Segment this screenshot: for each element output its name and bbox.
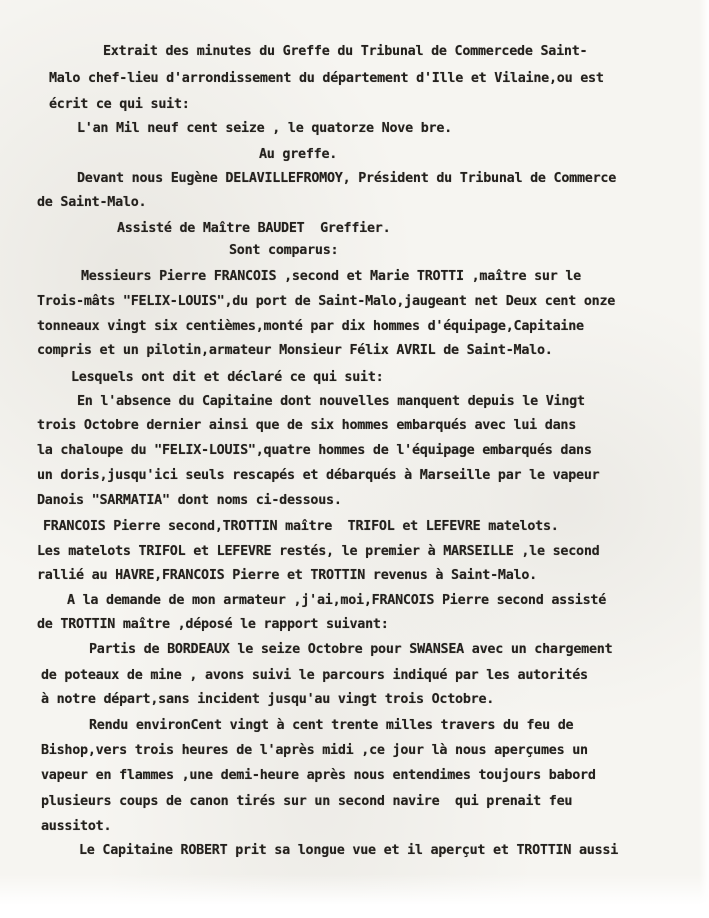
text-line-8: Assisté de Maître BAUDET Greffier.	[117, 221, 391, 236]
text-line-11: Trois-mâts "FELIX-LOUIS",du port de Saint-Malo,jaugeant net Deux cent onze	[37, 294, 616, 309]
text-line-9: Sont comparus:	[229, 243, 339, 258]
text-line-28: Rendu environCent vingt à cent trente milles travers du feu de	[89, 718, 574, 733]
text-line-14: Lesquels ont dit et déclaré ce qui suit:	[71, 370, 384, 385]
paper-bottom-edge	[0, 874, 709, 918]
text-line-15: En l'absence du Capitaine dont nouvelles manquent depuis le Vingt	[77, 394, 585, 409]
text-line-2: Malo chef-lieu d'arrondissement du département d'Ille et Vilaine,ou est	[49, 71, 604, 86]
text-line-13: compris et un pilotin,armateur Monsieur Félix AVRIL de Saint-Malo.	[37, 343, 553, 358]
text-line-18: un doris,jusqu'ici seuls rescapés et débarqués à Marseille par le vapeur	[37, 468, 600, 483]
text-line-1: Extrait des minutes du Greffe du Tribunal de Commercede Saint-	[103, 44, 588, 59]
text-line-21: Les matelots TRIFOL et LEFEVRE restés, le premier à MARSEILLE ,le second	[37, 544, 600, 559]
text-line-25: Partis de BORDEAUX le seize Octobre pour SWANSEA avec un chargement	[89, 642, 613, 657]
text-line-7: de Saint-Malo.	[37, 195, 147, 210]
text-line-17: la chaloupe du "FELIX-LOUIS",quatre hommes de l'équipage embarqués dans	[37, 443, 592, 458]
text-line-3: écrit ce qui suit:	[49, 97, 190, 112]
text-line-31: plusieurs coups de canon tirés sur un second navire qui prenait feu	[41, 794, 573, 809]
text-line-24: de TROTTIN maître ,déposé le rapport suivant:	[37, 617, 389, 632]
text-line-4: L'an Mil neuf cent seize , le quatorze Nove bre.	[77, 121, 452, 136]
text-line-23: A la demande de mon armateur ,j'ai,moi,FRANCOIS Pierre second assisté	[67, 593, 607, 608]
text-line-20: FRANCOIS Pierre second,TROTTIN maître TRIFOL et LEFEVRE matelots.	[43, 519, 559, 534]
text-line-22: rallié au HAVRE,FRANCOIS Pierre et TROTTIN revenus à Saint-Malo.	[37, 568, 537, 583]
text-line-16: trois Octobre dernier ainsi que de six hommes embarqués avec lui dans	[37, 418, 577, 433]
text-line-29: Bishop,vers trois heures de l'après midi ,ce jour là nous aperçumes un	[41, 743, 588, 758]
text-line-27: à notre départ,sans incident jusqu'au vingt trois Octobre.	[41, 692, 495, 707]
text-line-5: Au greffe.	[259, 147, 338, 162]
text-line-26: de poteaux de mine , avons suivi le parcours indiqué par les autorités	[41, 668, 588, 683]
text-line-6: Devant nous Eugène DELAVILLEFROMOY, Président du Tribunal de Commerce	[77, 171, 617, 186]
text-line-19: Danois "SARMATIA" dont noms ci-dessous.	[37, 493, 342, 508]
text-line-10: Messieurs Pierre FRANCOIS ,second et Marie TROTTI ,maître sur le	[81, 269, 581, 284]
paper-right-edge	[699, 0, 709, 918]
text-line-32: aussitot.	[41, 819, 112, 834]
text-line-30: vapeur en flammes ,une demi-heure après nous entendimes toujours babord	[41, 768, 596, 783]
text-line-12: tonneaux vingt six centièmes,monté par dix hommes d'équipage,Capitaine	[37, 319, 584, 334]
text-line-33: Le Capitaine ROBERT prit sa longue vue et il aperçut et TROTTIN aussi	[79, 843, 619, 858]
